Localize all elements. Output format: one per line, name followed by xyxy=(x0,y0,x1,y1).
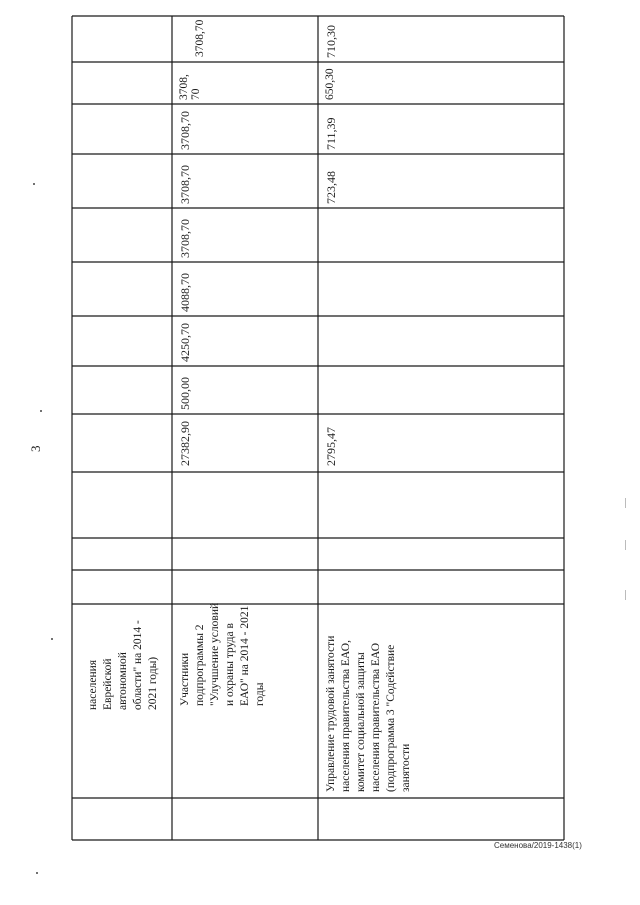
scan-mark xyxy=(625,498,626,508)
row2-y2018: 3708,70 xyxy=(178,165,192,204)
scan-speck xyxy=(51,638,53,640)
row2-y2019: 3708,70 xyxy=(178,111,192,150)
row1-description: населения Еврейской автономной области" на 2014 - 2021 годы) xyxy=(87,620,159,710)
scan-speck xyxy=(36,872,38,874)
scan-mark xyxy=(625,540,626,550)
row3-y2018: 723,48 xyxy=(324,171,338,204)
row2-y2016: 4088,70 xyxy=(178,273,192,312)
row2-description: Участники подпрограммы 2 "Улучшение условий и охраны труда в ЕАО" на 2014 - 2021 годы xyxy=(179,602,266,706)
row3-y2020: 650,30 xyxy=(324,68,336,100)
row2-total: 27382,90 xyxy=(178,421,192,466)
row1-y2021: 3708,70 xyxy=(194,19,206,57)
footer-note: Семенова/2019-1438(1) xyxy=(494,841,582,850)
scan-mark xyxy=(625,590,626,600)
row3-y2019: 711,39 xyxy=(324,117,338,150)
scan-speck xyxy=(33,183,35,185)
scan-speck xyxy=(40,410,42,412)
row2-y2017: 3708,70 xyxy=(178,219,192,258)
row2-y2014: 500,00 xyxy=(178,377,192,410)
row2-y2020: 3708, 70 xyxy=(178,74,202,100)
row3-y2021: 710,30 xyxy=(324,25,338,58)
row2-y2015: 4250,70 xyxy=(178,323,192,362)
page-number: 3 xyxy=(28,445,43,452)
row3-total: 2795,47 xyxy=(324,427,338,466)
row3-description: Управление трудовой занятости населения правительства ЕАО, комитет социальной защиты населения правительства ЕАО (подпрограмма 3 "Содействие занятости xyxy=(325,635,412,792)
